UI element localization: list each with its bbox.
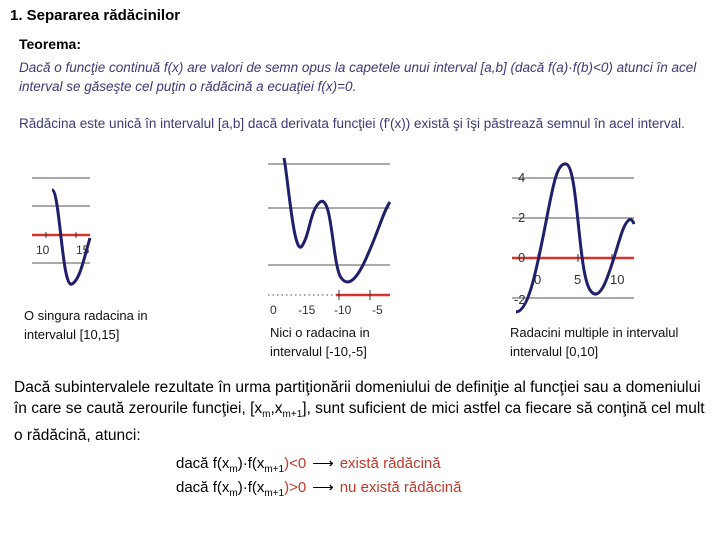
rule-sub: m+1 <box>264 488 285 499</box>
rule-relation: )<0 <box>284 455 307 472</box>
page-title: 1. Separarea rădăcinilor <box>10 7 181 24</box>
function-curve <box>284 158 390 282</box>
tick-label: 5 <box>574 272 582 287</box>
plot-single-root <box>32 170 96 290</box>
tick-label: 15 <box>76 243 90 257</box>
theorem-text: Dacă o funcţie continuă f(x) are valori de semn opus la capetele unui interval [a,b] (dacă f(a)·f(b)<0) atunci în acel interval se găseşte cel puţin o rădăcină a ecuaţiei f(x)=0. <box>19 60 697 94</box>
tick-label: -10 <box>334 303 352 317</box>
plot-multiple-roots <box>512 162 637 312</box>
tick-label: 0 <box>518 250 526 265</box>
uniqueness-text: Rădăcina este unică în intervalul [a,b] dacă derivata funcţiei (f'(x)) există şi îşi păstrează semnul în acel interval. <box>19 116 685 131</box>
rule-no-root <box>176 478 461 499</box>
rule-lhs: dacă f(x <box>176 455 230 472</box>
subintervals-paragraph <box>14 377 714 446</box>
implies-arrow-icon: ⟶ <box>312 455 334 472</box>
function-curve <box>52 190 90 284</box>
theorem-heading: Teorema: <box>19 36 81 52</box>
rule-lhs: dacă f(x <box>176 479 230 496</box>
tick-label: 0 <box>534 272 542 287</box>
subintervals-comma: ,x <box>270 400 283 417</box>
rule-result: nu există rădăcină <box>339 479 462 496</box>
tick-label: -15 <box>298 303 316 317</box>
rule-mid: )·f(x <box>237 479 265 496</box>
rule-sub: m+1 <box>264 464 285 475</box>
subscript-m: m <box>262 409 271 421</box>
plot3-caption: Radacini multiple in intervalul intervalul [0,10] <box>510 325 679 359</box>
tick-label: 4 <box>518 170 526 185</box>
subscript-m1: m+1 <box>282 409 303 421</box>
subintervals-text-before: Dacă subintervalele rezultate în urma partiţionării domeniului de definiţie al funcţiei sau a domeniului în care se caută zerourile funcţiei, [x <box>14 379 701 417</box>
rule-sub: m <box>229 464 238 475</box>
tick-label: 2 <box>518 210 526 225</box>
rule-root-exists <box>176 454 441 475</box>
tick-label: -5 <box>372 303 383 317</box>
plot-no-root <box>268 158 393 318</box>
tick-label: -2 <box>514 292 526 307</box>
rule-result: există rădăcină <box>339 455 441 472</box>
rule-relation: )>0 <box>284 479 307 496</box>
plot2-caption: Nici o radacina in intervalul [-10,-5] <box>270 325 370 359</box>
tick-label: 10 <box>610 272 625 287</box>
rule-mid: )·f(x <box>237 455 265 472</box>
implies-arrow-icon: ⟶ <box>312 479 334 496</box>
tick-label: 0 <box>270 303 277 317</box>
function-curve <box>516 164 634 312</box>
subintervals-text-after: ], sunt suficient de mici astfel ca fiecare să conţină cel mult o rădăcină, atunci: <box>14 400 705 445</box>
rule-sub: m <box>229 488 238 499</box>
plot1-caption: O singura radacina in intervalul [10,15] <box>24 308 148 342</box>
tick-label: 10 <box>36 243 50 257</box>
